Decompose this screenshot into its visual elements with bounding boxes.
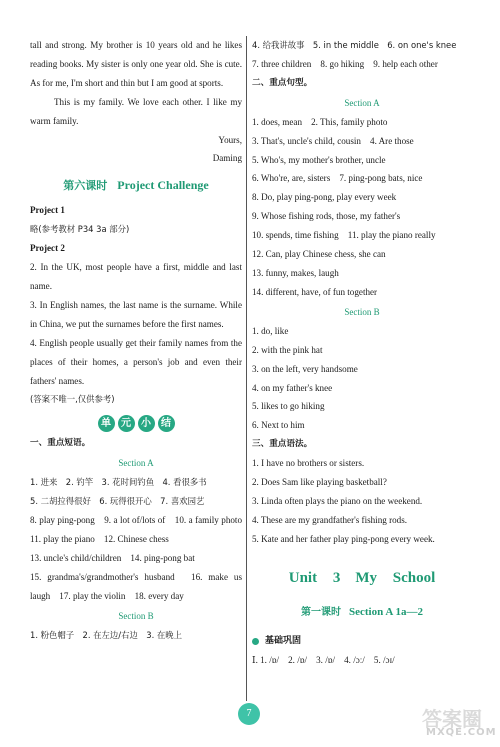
lesson1-heading — [252, 601, 472, 624]
sentence-line: 8. Do, play ping-pong, play every week — [252, 192, 397, 203]
page-number: 7 — [238, 703, 260, 725]
phrase-line: 5. 二胡拉得很好 6. 玩得很开心 7. 喜欢园艺 — [30, 496, 205, 507]
column-divider — [246, 36, 247, 701]
phrase-line: 1. 进来 2. 钓竿 3. 花时间钓鱼 4. 看很多书 — [30, 477, 207, 488]
badge-char: 单 — [98, 415, 115, 432]
right-column — [252, 36, 472, 669]
sentence-line: 5. Who's, my mother's brother, uncle — [252, 154, 386, 165]
badge-char: 小 — [138, 415, 155, 432]
sentence-line: 14. different, have, of fun together — [252, 286, 378, 297]
lesson6-en: Project Challenge — [117, 178, 209, 193]
sentence-line: 3. on the left, very handsome — [252, 363, 358, 374]
letter-continuation: tall and strong. My brother is 10 years old and he likes reading books. My sister is only one year old. She is cute. As for me, I'm short and thin but I am good at sports. — [30, 40, 242, 88]
sentence-line: 12. Can, play Chinese chess, she can — [252, 249, 386, 260]
phrase-line: 7. three children 8. go hiking 9. help each other — [252, 58, 438, 69]
unit-title: Unit 3 My School — [288, 569, 436, 586]
project1-label: Project 1 — [30, 205, 65, 216]
lesson6-cn: 第六课时 — [63, 179, 108, 193]
grammar-line: 1. I have no brothers or sisters. — [252, 458, 365, 469]
grammar-heading: 三、重点语法。 — [252, 439, 313, 450]
sentence-line: 10. spends, time fishing 11. play the piano really — [252, 230, 436, 241]
project2-label: Project 2 — [30, 243, 65, 254]
watermark-cn: 答案圈 — [422, 707, 482, 731]
grammar-line: 5. Kate and her father play ping-pong every week. — [252, 533, 435, 544]
letter-paragraph: This is my family. We love each other. I like my warm family. — [30, 96, 242, 126]
sentence-line: 1. do, like — [252, 325, 289, 336]
project2-item: 2. In the UK, most people have a first, middle and last name. — [30, 262, 242, 291]
basic-title: 基础巩固 — [265, 635, 302, 646]
sentence-line: 3. That's, uncle's child, cousin 4. Are those — [252, 135, 414, 146]
phrase-line: 1. 粉色帽子 2. 在左边/右边 3. 在晚上 — [30, 629, 183, 640]
lesson1-en: Section A 1a—2 — [349, 605, 423, 618]
unit-summary-badge — [30, 415, 242, 432]
sentence-line: 6. Next to him — [252, 420, 305, 431]
project2-item: 4. English people usually get their family names from the places of their homes, a person's job and even their fathers' names. — [30, 337, 242, 386]
watermark-en: MXQE.COM — [426, 727, 497, 738]
section-b-label: Section B — [118, 610, 154, 621]
bullet-dot-icon — [252, 638, 259, 645]
phrases-heading: 一、重点短语。 — [30, 438, 91, 449]
sentence-line: 5. likes to go hiking — [252, 401, 325, 412]
section-b-label: Section B — [344, 306, 380, 317]
sentence-line: 6. Who're, are, sisters 7. ping-pong bats, nice — [252, 173, 423, 184]
letter-closing: Yours, — [218, 134, 242, 145]
section-a-label: Section A — [118, 458, 154, 469]
phrase-line: 13. uncle's child/children 14. ping-pong bat — [30, 552, 195, 563]
watermark-logo — [422, 703, 497, 743]
project2-item: 3. In English names, the last name is the surname. While in China, we put the surnames before the first names. — [30, 299, 242, 329]
sentence-line: 13. funny, makes, laugh — [252, 267, 339, 278]
sentence-line: 2. with the pink hat — [252, 344, 323, 355]
sentence-line: 1. does, mean 2. This, family photo — [252, 116, 388, 127]
phonetic-answers: Ⅰ. 1. /ɒ/ 2. /ɒ/ 3. /ɒ/ 4. /ɔː/ 5. /ɔɪ/ — [252, 654, 395, 665]
grammar-line: 3. Linda often plays the piano on the weekend. — [252, 495, 423, 506]
grammar-line: 2. Does Sam like playing basketball? — [252, 477, 387, 488]
section-a-label: Section A — [344, 97, 380, 108]
lesson6-heading — [30, 174, 242, 197]
badge-char: 结 — [158, 415, 175, 432]
badge-char: 元 — [118, 415, 135, 432]
phrase-line: 15. grandma's/grandmother's husband 16. make us laugh 17. play the violin 18. every day — [30, 571, 242, 601]
sentence-line: 4. on my father's knee — [252, 382, 333, 393]
sentence-line: 9. Whose fishing rods, those, my father's — [252, 211, 401, 222]
grammar-line: 4. These are my grandfather's fishing rods. — [252, 514, 408, 525]
phrase-line: 8. play ping-pong 9. a lot of/lots of 10. a family photo 11. play the piano 12. Chinese chess — [30, 515, 252, 544]
phrase-line: 4. 给我讲故事 5. in the middle 6. on one's knee — [252, 40, 457, 50]
left-column — [30, 36, 252, 644]
project1-text: 略(参考教材 P34 3a 部分) — [30, 224, 130, 235]
basic-section-heading — [252, 632, 472, 651]
answer-note: (答案不唯一,仅供参考) — [30, 394, 115, 405]
letter-signature: Daming — [212, 153, 242, 164]
sentences-heading: 二、重点句型。 — [252, 77, 313, 88]
lesson1-cn: 第一课时 — [301, 606, 342, 618]
